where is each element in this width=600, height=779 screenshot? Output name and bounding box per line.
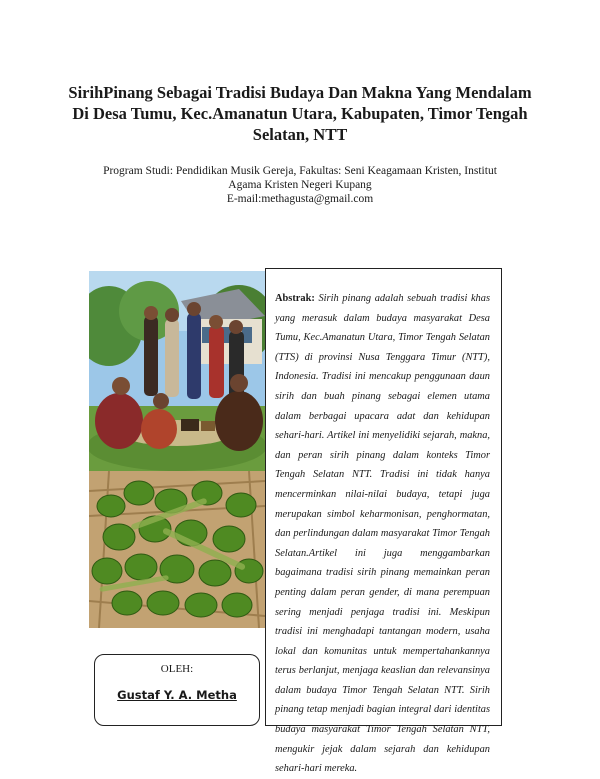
betel-nut-basket-photo <box>89 471 265 628</box>
abstract-box <box>265 268 502 775</box>
author-name: Gustaf Y. A. Metha <box>117 688 237 702</box>
affiliation-line: Program Studi: Pendidikan Musik Gereja, Fakultas: Seni Keagamaan Kristen, Institut <box>103 165 497 177</box>
abstract-label: Abstrak: <box>275 293 319 304</box>
author-email: E-mail:methagusta@gmail.com <box>226 193 374 205</box>
byline-label: OLEH: <box>160 663 194 675</box>
affiliation-block <box>80 164 520 206</box>
abstract-text: Sirih pinang adalah sebuah tradisi khas yang merasuk dalam budaya masyarakat Desa Tumu, Kec.Amanatun Utara, Timor Tengah Selatan (TTS) di provinsi Nusa Tenggara Timur (NTT), Indonesia. Tradisi ini mencakup penggunaan daun sirih dan buah pinang sebagai elemen utama dalam berbagai upacara adat dan kehidupan sehari-hari. Artikel ini menyelidiki sejarah, makna, dan peran sirih pinang dalam konteks Timor Tengah Selatan NTT. Tradisi ini tidak hanya mencerminkan nilai-nilai budaya, tetapi juga merupakan simbol keharmonisan, penghormatan, dan perlindungan dalam masyarakat Timor Tengah Selatan.Artikel ini juga menggambarkan bagaimana tradisi sirih pinang memainkan peran penting dalam peran gender, di mana perempuan sering menjadi penjaga tradisi ini. Meskipun tradisi ini menghadapi tantangan modern, usaha lokal dan komunitas untuk mempertahankannya terus berlanjut, menjaga keaslian dan relevansinya dalam budaya Timor Tengah Selatan NTT. Sirih pinang tetap menjadi bagian integral dari identitas budaya masyarakat Timor Tengah Selatan NTT, mengukir jejak dalam sejarah dan kehidupan sehari-hari mereka. <box>275 293 490 775</box>
paper-title: SirihPinang Sebagai Tradisi Budaya Dan Makna Yang Mendalam Di Desa Tumu, Kec.Amanatun Utara, Kabupaten, Timor Tengah Selatan, NTT <box>68 83 532 144</box>
byline-box <box>94 654 260 726</box>
people-in-traditional-dress-photo <box>89 271 265 471</box>
affiliation-line: Agama Kristen Negeri Kupang <box>228 179 372 191</box>
